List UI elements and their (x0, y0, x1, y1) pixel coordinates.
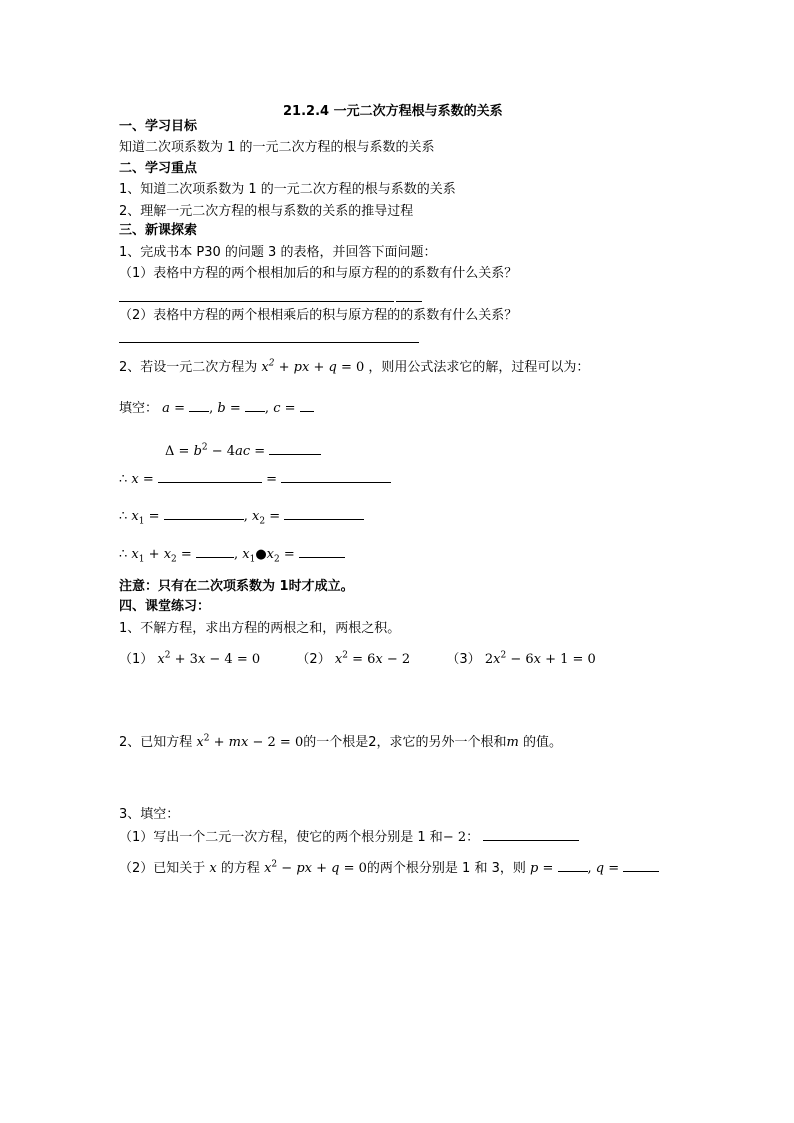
explore-question-1: 1、完成书本 P30 的问题 3 的表格，并回答下面问题： (119, 245, 437, 260)
practice-2: 2、已知方程 $x^2$ + mx − 2 = 0的一个根是2，求它的另外一个根和m 的值。 (119, 733, 562, 750)
blank-root-formula-2[interactable] (281, 470, 391, 483)
practice-1: 1、不解方程，求出方程的两根之和，两根之积。 (119, 621, 401, 636)
focus-item-2: 2、理解一元二次方程的根与系数的关系的推导过程 (119, 204, 414, 219)
p2-suffix: 的值。 (522, 735, 562, 750)
q2-prefix: 2、若设一元二次方程为 (119, 360, 258, 375)
p3b-mid2: 的两个根分别是 1 和 3，则 (366, 861, 526, 876)
p3a-prefix: （1）写出一个二元一次方程，使它的两个根分别是 1 和 (119, 830, 443, 845)
blank-discriminant[interactable] (269, 442, 321, 455)
fill-label: 填空： (119, 401, 159, 416)
eq-label-2: （2） (296, 652, 331, 667)
blank-q[interactable] (623, 859, 659, 872)
sum-product-line: ∴ $x_1 + x_2$ = , $x_1●x_2$ = (119, 545, 345, 564)
equation-p3b: $x^2$ − px + q = 0 (264, 859, 367, 876)
discriminant-line: $\Delta = b^2 - 4ac$ = (165, 442, 321, 461)
blank-sum[interactable] (196, 545, 234, 558)
p2-middle: 的一个根是2，求它的另外一个根和 (303, 735, 507, 750)
answer-line-1b (119, 342, 419, 343)
blank-root-formula-1[interactable] (158, 470, 262, 483)
root-formula-line: ∴ x = = (119, 470, 391, 489)
p3b-mid1: 的方程 (220, 861, 260, 876)
page-title: 21.2.4 一元二次方程根与系数的关系 (283, 104, 503, 119)
equation-2: $x^2 = 6x - 2$ (334, 650, 411, 667)
blank-c[interactable] (300, 399, 314, 412)
fill-abc: 填空： a = , b = , c = (119, 399, 314, 418)
explore-question-2 (119, 359, 589, 377)
blank-a[interactable] (189, 399, 209, 412)
eq-label-3: （3） (446, 652, 481, 667)
practice-1-equations (119, 651, 596, 669)
blank-x1[interactable] (164, 507, 244, 520)
blank-b[interactable] (245, 399, 265, 412)
focus-item-1: 1、知道二次项系数为 1 的一元二次方程的根与系数的关系 (119, 182, 456, 197)
explore-question-1a: （1）表格中方程的两个根相加后的和与原方程的的系数有什么关系？ (119, 266, 518, 281)
p2-prefix: 2、已知方程 (119, 735, 193, 750)
section-heading-explore: 三、新课探索 (119, 223, 198, 238)
explore-question-1b: （2）表格中方程的两个根相乘后的积与原方程的的系数有什么关系？ (119, 308, 518, 323)
blank-product[interactable] (299, 545, 345, 558)
equation-general: $x^2$ + px + q = 0 (261, 358, 365, 375)
equation-1: $x^2 + 3x - 4 = 0$ (157, 650, 261, 667)
note-text: 注意：只有在二次项系数为 1时才成立。 (119, 579, 354, 594)
section-heading-goals: 一、学习目标 (119, 119, 198, 134)
section-heading-focus: 二、学习重点 (119, 161, 198, 176)
practice-3b: （2）已知关于 x 的方程 $x^2$ − px + q = 0的两个根分别是 1 和 3，则 p = , q = (119, 859, 659, 878)
goals-text: 知道二次项系数为 1 的一元二次方程的根与系数的关系 (119, 140, 435, 155)
practice-3a: （1）写出一个二元一次方程，使它的两个根分别是 1 和− 2： (119, 828, 579, 847)
p3b-prefix: （2）已知关于 (119, 861, 206, 876)
blank-x2[interactable] (284, 507, 364, 520)
blank-p[interactable] (558, 859, 588, 872)
practice-3: 3、填空： (119, 807, 180, 822)
roots-line: ∴ $x_1$ = , $x_2$ = (119, 507, 364, 526)
answer-line-1a (119, 301, 394, 302)
equation-p2: $x^2$ + mx − 2 = 0 (196, 733, 304, 750)
answer-line-1a-tail (396, 301, 422, 302)
p3a-suffix: ： (466, 830, 480, 845)
blank-p3a[interactable] (483, 828, 579, 841)
section-heading-practice: 四、课堂练习： (119, 599, 211, 614)
eq-label-1: （1） (119, 652, 154, 667)
q2-suffix: ，则用公式法求它的解，过程可以为： (368, 360, 590, 375)
equation-3: $2x^2 - 6x + 1 = 0$ (484, 650, 596, 667)
